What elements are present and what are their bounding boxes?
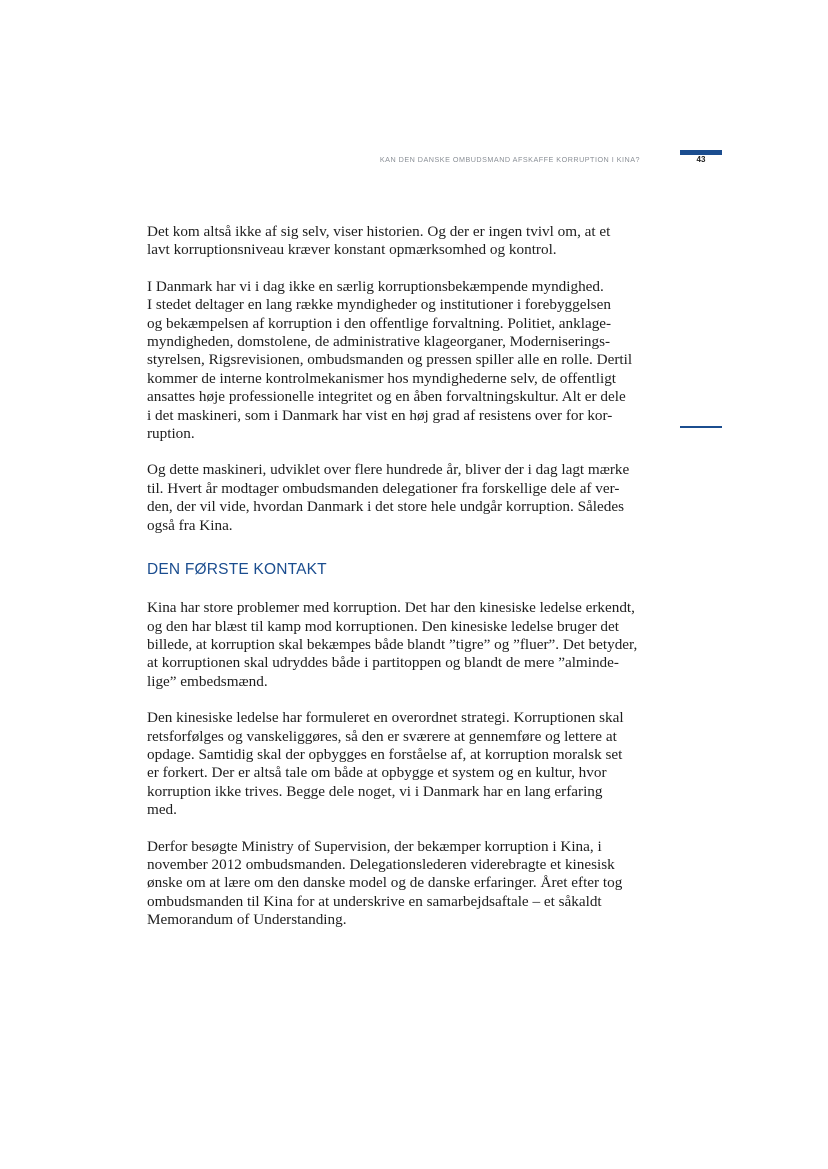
text-line: Og dette maskineri, udviklet over flere hundrede år, bliver der i dag lagt mærke [147,461,630,479]
text-line: at korruptionen skal udryddes både i partitoppen og blandt de mere ”alminde- [147,654,619,672]
text-line: myndigheden, domstolene, de administrative klageorganer, Moderniserings- [147,333,611,351]
text-line: styrelsen, Rigsrevisionen, ombudsmanden og pressen spiller alle en rolle. Dertil [147,351,633,369]
text-line: i det maskineri, som i Danmark har vist en høj grad af resistens over for kor- [147,406,613,424]
running-header: KAN DEN DANSKE OMBUDSMAND AFSKAFFE KORRUPTION I KINA? [379,155,640,164]
paragraph [147,599,639,691]
intro-paragraphs [147,223,639,535]
text-line: er forkert. Der er altså tale om både at opbygge et system og en kultur, hvor [147,764,607,782]
paragraph [147,278,639,444]
text-line: retsforfølges og vanskeliggøres, så den er sværere at gennemføre og lettere at [147,727,617,745]
text-line: Derfor besøgte Ministry of Supervision, der bekæmper korruption i Kina, i [147,837,602,855]
paragraph [147,709,639,819]
text-line: I Danmark har vi i dag ikke en særlig korruptionsbekæmpende myndighed. [147,277,604,295]
body-text [147,223,639,948]
text-line: ønske om at lære om den danske model og de danske erfaringer. Året efter tog [147,874,623,892]
page-number: 43 [696,155,706,164]
text-line: Den kinesiske ledelse har formuleret en overordnet strategi. Korruptionen skal [147,709,624,727]
text-line: og bekæmpelsen af korruption i den offentlige forvaltning. Politiet, anklage- [147,314,612,332]
text-line: kommer de interne kontrolmekanismer hos myndighederne selv, de offentligt [147,369,617,387]
paragraph [147,838,639,930]
text-line: ombudsmanden til Kina for at underskrive en samarbejdsaftale – et såkaldt [147,892,602,910]
section-paragraphs [147,599,639,930]
text-line: lavt korruptionsniveau kræver konstant opmærksomhed og kontrol. [147,241,557,259]
section-heading: DEN FØRSTE KONTAKT [147,561,327,579]
margin-rule [680,426,722,428]
text-line: ansattes høje professionelle integritet og en åben forvaltningskultur. Alt er dele [147,388,626,406]
text-line: og den har blæst til kamp mod korruptionen. Den kinesiske ledelse bruger det [147,617,619,635]
text-line: Memorandum of Understanding. [147,911,347,929]
text-line: korruption ikke trives. Begge dele noget, vi i Danmark har en lang erfaring [147,782,603,800]
paragraph [147,461,639,535]
text-line: Det kom altså ikke af sig selv, viser historien. Og der er ingen tvivl om, at et [147,223,611,240]
text-line: opdage. Samtidig skal der opbygges en forståelse af, at korruption moralsk set [147,745,623,763]
text-line: med. [147,801,177,819]
paragraph [147,223,639,260]
text-line: I stedet deltager en lang række myndigheder og institutioner i forebyggelsen [147,296,611,314]
text-line: Kina har store problemer med korruption. Det har den kinesiske ledelse erkendt, [147,599,635,617]
text-line: november 2012 ombudsmanden. Delegationslederen viderebragte et kinesisk [147,855,615,873]
text-line: ruption. [147,425,195,443]
text-line: lige” embedsmænd. [147,672,268,690]
text-line: den, der vil vide, hvordan Danmark i det store hele undgår korruption. Således [147,498,625,516]
text-line: også fra Kina. [147,516,233,534]
text-line: til. Hvert år modtager ombudsmanden delegationer fra forskellige dele af ver- [147,479,620,497]
text-line: billede, at korruption skal bekæmpes både blandt ”tigre” og ”fluer”. Det betyder, [147,635,638,653]
